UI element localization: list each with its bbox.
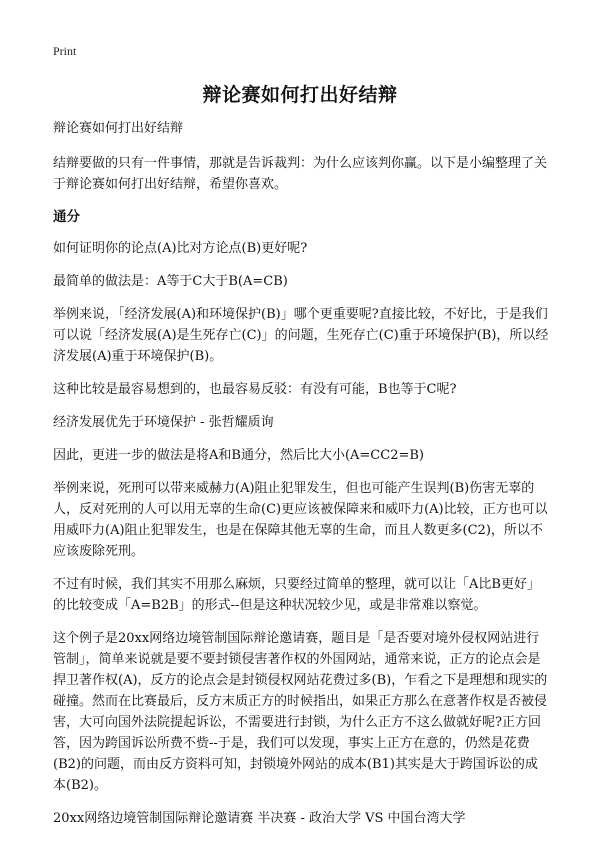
paragraph: 因此，更进一步的做法是将A和B通分，然后比大小(A=CC2=B)	[53, 448, 424, 463]
paragraph: 举例来说，死刑可以带来威赫力(A)阻止犯罪发生，但也可能产生误判(B)伤害无辜的人，反对死刑的人可以用无辜的生命(C)更应该被保障来和威吓力(A)比较，正方也可以用威吓力(A)阻止犯罪发生，也是在保障其他无辜的生命，而且人数更多(C2)，所以不应该废除死刑。	[53, 481, 548, 559]
document-title: 辩论赛如何打出好结辩	[202, 84, 398, 106]
paragraph: 这个例子是20xx网络边境管制国际辩论邀请赛，题目是「是否要对境外侵权网站进行管制」，简单来说就是要不要封锁侵害著作权的外国网站，通常来说，正方的论点会是捍卫著作权(A)，反方的论点会是封锁侵权网站花费过多(B)，乍看之下是理想和现实的碰撞。然而在比赛最后，反方末质正方的时候指出，如果正方那么在意著作权是否被侵害，大可向国外法院提起诉讼，不需要进行封锁，为什么正方不这么做就好呢?正方回答，因为跨国诉讼所费不赀--于是，我们可以发现，事实上正方在意的，仍然是花费(B2)的问题，而由反方资料可知，封锁境外网站的成本(B1)其实是大于跨国诉讼的成本(B2)。	[53, 631, 548, 793]
paragraph: 举例来说，「经济发展(A)和环境保护(B)」哪个更重要呢?直接比较，不好比，于是我们可以说「经济发展(A)是生死存亡(C)」的问题，生死存亡(C)重于环境保护(B)，所以经济发展(A)重于环境保护(B)。	[53, 307, 549, 364]
paragraph: 经济发展优先于环境保护 - 张哲耀质询	[53, 415, 274, 430]
paragraph: 最简单的做法是：A等于C大于B(A=CB)	[53, 274, 288, 289]
article-body	[53, 118, 549, 841]
article-subtitle: 辩论赛如何打出好结辩	[53, 121, 184, 136]
section-heading: 通分	[53, 209, 80, 225]
intro-paragraph: 结辩要做的只有一件事情，那就是告诉裁判：为什么应该判你赢。以下是小编整理了关于辩论赛如何打出好结辩，希望你喜欢。	[53, 156, 548, 192]
paragraph: 20xx网络边境管制国际辩论邀请赛 半决赛 - 政治大学 VS 中国台湾大学	[53, 811, 466, 826]
paragraph: 这种比较是最容易想到的，也最容易反驳：有没有可能，B也等于C呢?	[53, 382, 457, 397]
paragraph: 不过有时候，我们其实不用那么麻烦，只要经过简单的整理，就可以让「A比B更好」的比较变成「A=B2B」的形式--但是这种状况较少见，或是非常难以察觉。	[53, 577, 540, 613]
paragraph: 如何证明你的论点(A)比对方论点(B)更好呢?	[53, 241, 308, 256]
print-label: Print	[53, 44, 77, 58]
